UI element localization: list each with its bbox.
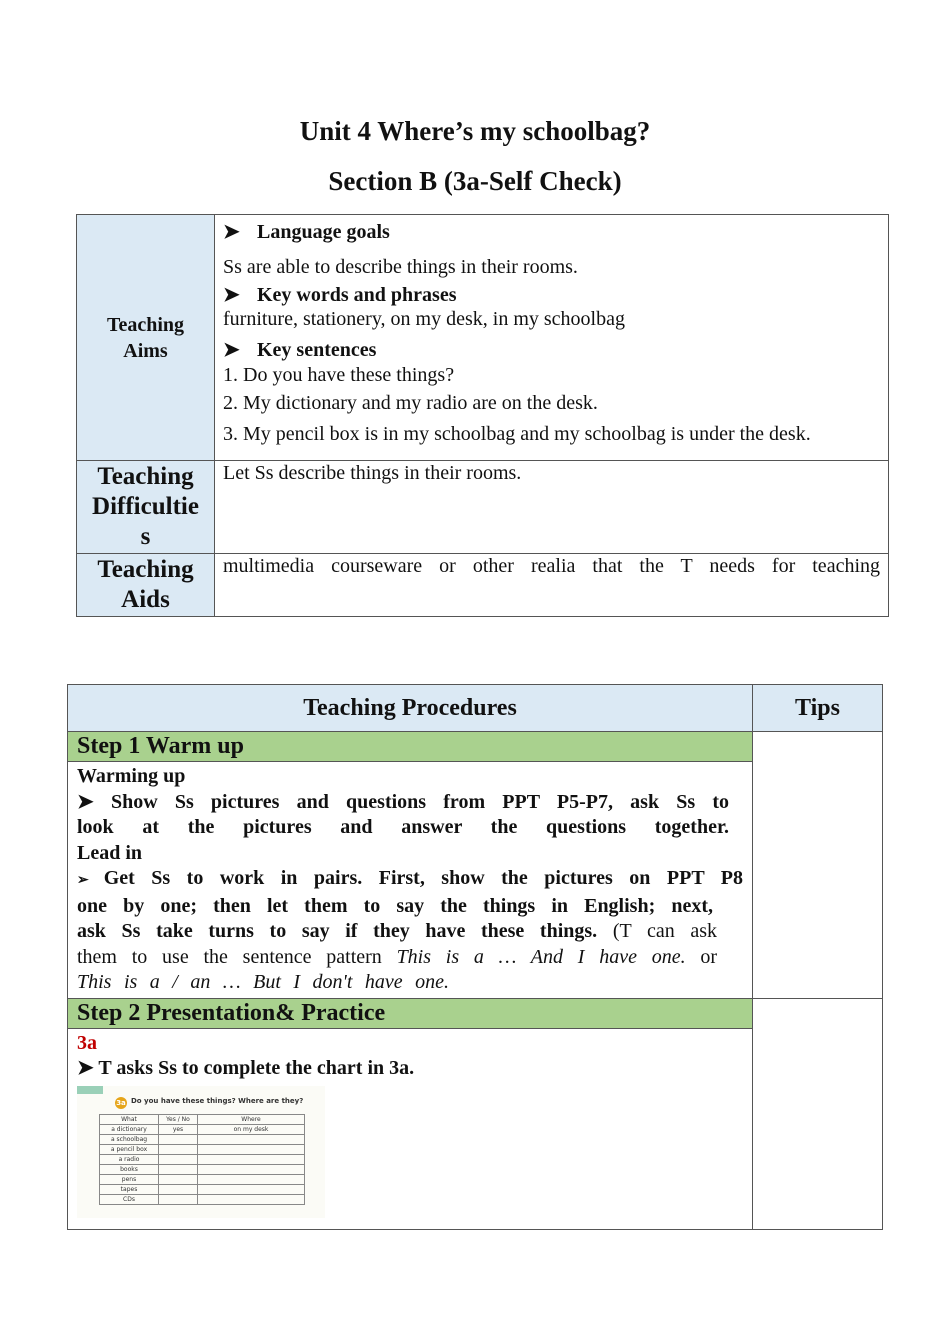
- teaching-difficulties-label: Teaching Difficultie s: [92, 463, 199, 550]
- chart-row: a pencil box: [100, 1144, 305, 1154]
- key-sentence-3: 3. My pencil box is in my schoolbag and my schoolbag is under the desk.: [223, 423, 811, 445]
- teaching-difficulties-label-cell: [77, 461, 215, 554]
- label-3a: 3a: [77, 1031, 97, 1054]
- exercise-3a-image: [77, 1086, 325, 1218]
- teaching-aims-table: [76, 214, 889, 617]
- tips-cell-step2: [753, 998, 883, 1229]
- exercise-question: Do you have these things? Where are they?: [131, 1096, 304, 1105]
- key-words-text: furniture, stationery, on my desk, in my schoolbag: [223, 308, 625, 330]
- chart-row: a dictionary yes on my desk: [100, 1124, 305, 1134]
- teaching-aims-label-cell: [77, 215, 215, 461]
- chart-row: CDs: [100, 1194, 305, 1204]
- arrow-bullet-icon: ➤: [77, 1057, 99, 1079]
- key-sentence-1: 1. Do you have these things?: [223, 364, 455, 386]
- key-sentence-2: 2. My dictionary and my radio are on the desk.: [223, 392, 598, 414]
- task-3a: ➤ T asks Ss to complete the chart in 3a.: [77, 1057, 415, 1079]
- arrow-bullet-icon: ➤: [223, 221, 240, 243]
- step1-content: [68, 762, 753, 999]
- tips-cell-step1: [753, 732, 883, 999]
- teaching-difficulties-text: Let Ss describe things in their rooms.: [215, 461, 889, 554]
- exercise-3a-chart: [99, 1114, 305, 1205]
- arrow-bullet-icon: ➤: [223, 284, 240, 306]
- key-sentences-heading: ➤ Key sentences: [223, 339, 377, 361]
- lead-in-label: Lead in: [77, 841, 143, 864]
- warm-up-instructions: ➤ Show Ss pictures and questions from PPT P5-P7, ask Ss to look at the pictures and answer the questions together.: [77, 790, 730, 838]
- step2-title: Step 2 Presentation& Practice: [68, 998, 753, 1028]
- language-goals-text: Ss are able to describe things in their rooms.: [223, 256, 578, 278]
- teaching-aids-text: multimedia courseware or other realia that the T needs for teaching: [215, 554, 889, 617]
- teaching-procedures-table: [67, 684, 883, 1230]
- exercise-number-badge: 3a: [116, 1098, 126, 1107]
- tips-header: Tips: [753, 685, 883, 732]
- language-goals-heading: ➤ Language goals: [223, 221, 390, 243]
- chart-row: a schoolbag: [100, 1134, 305, 1144]
- teaching-aims-content: [215, 215, 889, 461]
- page-subtitle: Section B (3a-Self Check): [328, 166, 622, 196]
- chart-row: pens: [100, 1174, 305, 1184]
- teaching-aims-label: Teaching Aims: [106, 313, 185, 362]
- procedures-header: Teaching Procedures: [68, 685, 753, 732]
- teaching-aids-label-cell: [77, 554, 215, 617]
- step1-title: Step 1 Warm up: [68, 732, 753, 762]
- step2-content: [68, 1028, 753, 1229]
- chart-row: a radio: [100, 1154, 305, 1164]
- teaching-aids-label: Teaching Aids: [97, 556, 194, 613]
- key-words-heading: ➤ Key words and phrases: [223, 284, 457, 306]
- lead-in-instructions: ➢ Get Ss to work in pairs. First, show the pictures on PPT P8 one by one; then let them to say the things in English; next, ask Ss take turns to say if they have these things. (T can ask them to use the sentence pattern This is a … And I have one. or This is a / an … But I don't have one.: [77, 867, 743, 993]
- arrow-bullet-icon: ➤: [77, 790, 111, 813]
- decorative-strip: [77, 1086, 103, 1094]
- warming-up-label: Warming up: [77, 765, 186, 787]
- arrow-bullet-icon: ➢: [77, 873, 104, 888]
- arrow-bullet-icon: ➤: [223, 339, 240, 361]
- page-title: Unit 4 Where’s my schoolbag?: [299, 116, 651, 146]
- chart-row: tapes: [100, 1184, 305, 1194]
- chart-row: books: [100, 1164, 305, 1174]
- chart-header-row: What Yes / No Where: [100, 1114, 305, 1124]
